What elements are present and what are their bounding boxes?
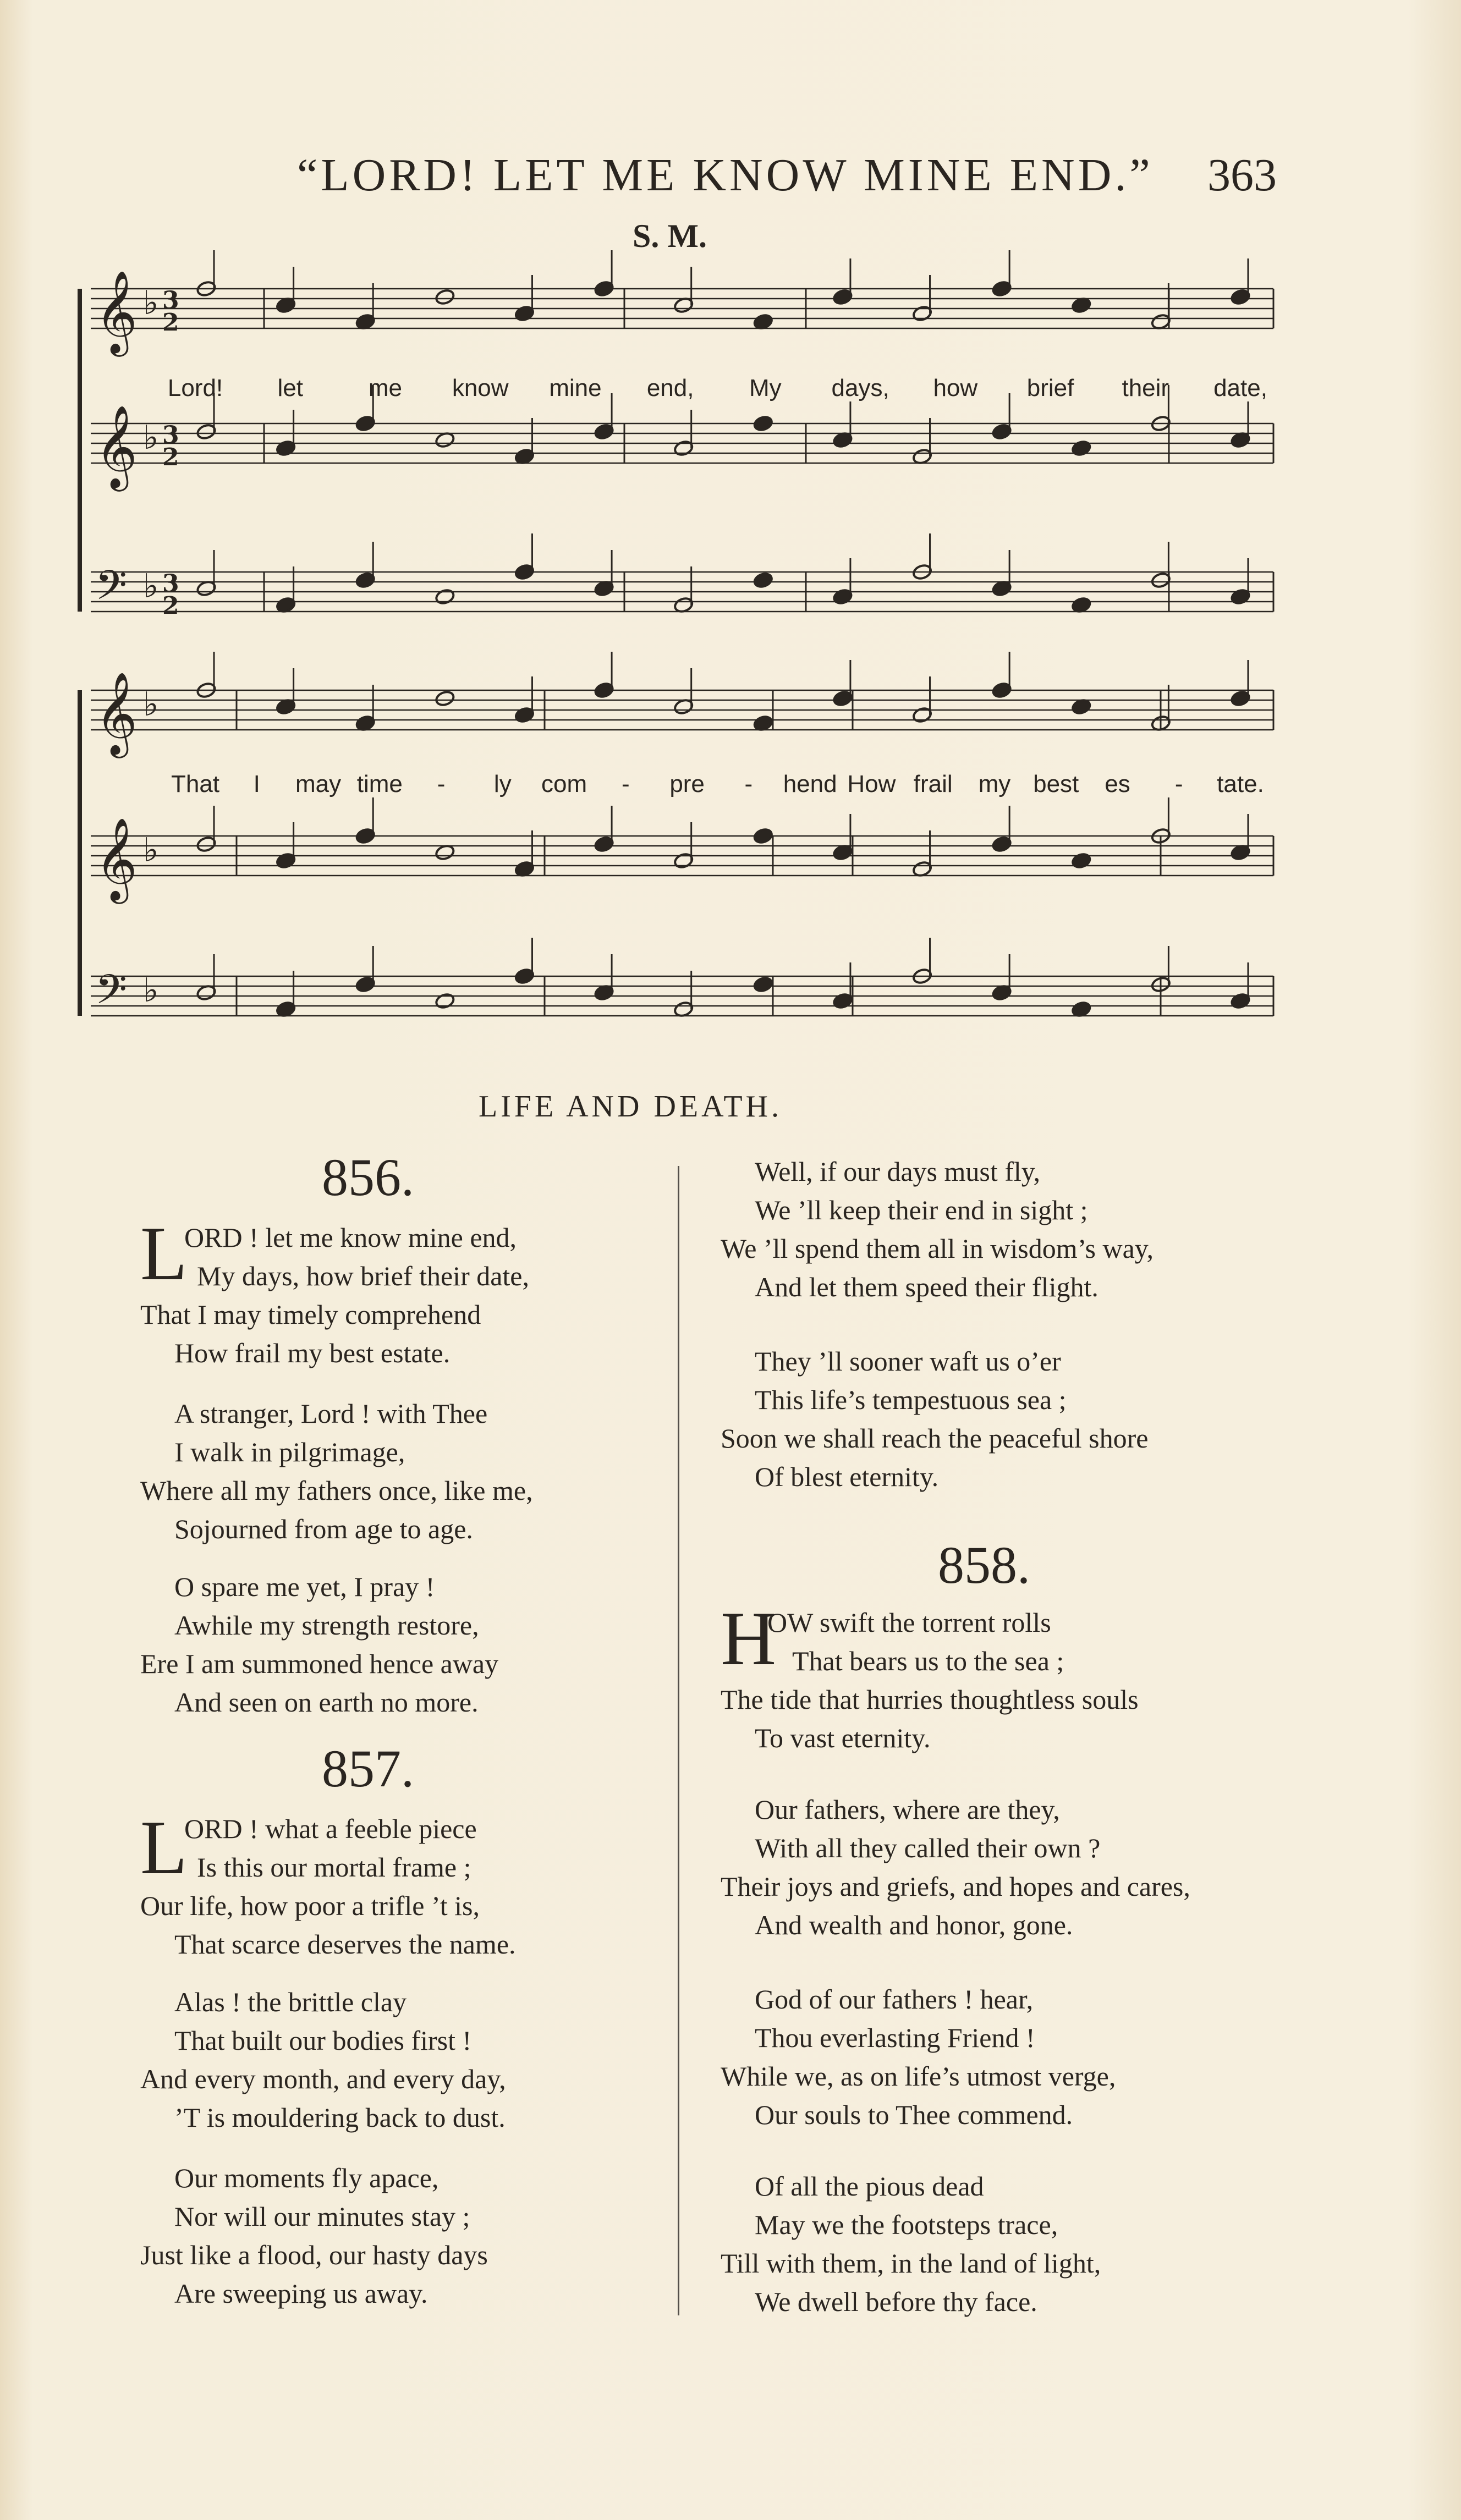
verse-line: Of all the pious dead bbox=[755, 2171, 984, 2202]
stanza-856-1 bbox=[140, 1218, 529, 1372]
time-signature: 3 bbox=[162, 287, 179, 315]
stanza-857-1 bbox=[140, 1805, 516, 1963]
page-header-title: “LORD! LET ME KNOW MINE END.” bbox=[297, 150, 1154, 201]
verse-line: Is this our mortal frame ; bbox=[197, 1852, 471, 1883]
flat-sign-icon: ♭ bbox=[143, 971, 159, 1010]
flat-sign-icon: ♭ bbox=[143, 831, 159, 870]
lyric-syllable: brief bbox=[1026, 375, 1074, 401]
verse-line: Till with them, in the land of light, bbox=[721, 2248, 1101, 2279]
lyric-syllable: how bbox=[933, 375, 978, 401]
lyric-syllable: pre bbox=[669, 771, 705, 797]
verse-line: And every month, and every day, bbox=[140, 2064, 506, 2094]
verse-line: O spare me yet, I pray ! bbox=[174, 1571, 435, 1602]
treble-clef-icon: 𝄞 bbox=[95, 671, 138, 755]
lyric-syllable: hend bbox=[783, 771, 837, 797]
verse-line: Sojourned from age to age. bbox=[174, 1514, 473, 1544]
verse-line: Just like a flood, our hasty days bbox=[140, 2240, 488, 2270]
stanza-857-5 bbox=[721, 1342, 1148, 1496]
verse-line: Nor will our minutes stay ; bbox=[174, 2201, 470, 2232]
verse-line: We ’ll keep their end in sight ; bbox=[755, 1195, 1088, 1225]
verse-line: That I may timely comprehend bbox=[140, 1299, 481, 1330]
lyric-syllable: me bbox=[368, 375, 403, 401]
treble-clef-icon: 𝄞 bbox=[95, 817, 138, 900]
flat-sign-icon: ♭ bbox=[143, 419, 159, 457]
verse-line: My days, how brief their date, bbox=[197, 1261, 530, 1291]
verse-line: May we the footsteps trace, bbox=[755, 2209, 1058, 2240]
lyric-syllable: end, bbox=[646, 375, 694, 401]
column-divider bbox=[678, 1166, 679, 2315]
verse-line: And wealth and honor, gone. bbox=[755, 1910, 1073, 1940]
drop-cap-857: L bbox=[140, 1805, 188, 1890]
time-signature: 2 bbox=[162, 309, 179, 337]
treble-clef-icon: 𝄞 bbox=[95, 269, 138, 353]
flat-sign-icon: ♭ bbox=[143, 685, 159, 724]
verse-line: We dwell before thy face. bbox=[755, 2286, 1037, 2317]
lyric-syllable: tate. bbox=[1217, 771, 1264, 797]
lyric-syllable: How bbox=[847, 771, 896, 797]
verse-line: A stranger, Lord ! with Thee bbox=[174, 1398, 488, 1429]
bass-clef-icon: 𝄢 bbox=[95, 966, 127, 1024]
note-head bbox=[1071, 852, 1092, 870]
hymn-number-856: 856. bbox=[322, 1148, 414, 1207]
lyric-syllable: - bbox=[744, 771, 753, 797]
lyric-syllable: days, bbox=[831, 375, 889, 401]
lyric-syllable: com bbox=[541, 771, 587, 797]
verse-line: Are sweeping us away. bbox=[174, 2278, 428, 2309]
hymn-number-858: 858. bbox=[938, 1536, 1030, 1594]
verse-line: ORD ! what a feeble piece bbox=[184, 1813, 477, 1844]
lyric-syllable: time bbox=[356, 771, 403, 797]
lyric-syllable: - bbox=[1174, 771, 1183, 797]
note-head bbox=[435, 588, 455, 606]
lyric-syllable: date, bbox=[1213, 375, 1267, 401]
time-signature: 3 bbox=[162, 421, 179, 449]
stanza-857-3 bbox=[140, 2159, 488, 2313]
stanza-858-2 bbox=[721, 1790, 1190, 1944]
lyric-syllable: frail bbox=[913, 771, 953, 797]
verse-line: Our souls to Thee commend. bbox=[755, 2099, 1073, 2130]
verse-line: How frail my best estate. bbox=[174, 1338, 451, 1368]
stanza-857-4 bbox=[721, 1152, 1154, 1306]
verse-line: Soon we shall reach the peaceful shore bbox=[721, 1423, 1149, 1454]
verse-line: Ere I am summoned hence away bbox=[140, 1648, 499, 1679]
stanza-858-4 bbox=[721, 2167, 1101, 2321]
time-signature: 2 bbox=[162, 443, 179, 471]
verse-line: They ’ll sooner waft us o’er bbox=[755, 1346, 1061, 1377]
lyric-syllable: best bbox=[1033, 771, 1079, 797]
verse-line: OW swift the torrent rolls bbox=[767, 1607, 1051, 1638]
time-signature: 2 bbox=[162, 592, 179, 620]
lyric-syllable: Lord! bbox=[167, 375, 223, 401]
treble-clef-icon: 𝄞 bbox=[95, 404, 138, 488]
verse-line: Where all my fathers once, like me, bbox=[140, 1475, 533, 1506]
bass-clef-icon: 𝄢 bbox=[95, 562, 127, 619]
verse-line: God of our fathers ! hear, bbox=[755, 1984, 1034, 2015]
lyric-syllable: know bbox=[452, 375, 509, 401]
hymn-number-857: 857. bbox=[322, 1739, 414, 1798]
time-signature: 3 bbox=[162, 570, 179, 598]
stanza-856-3 bbox=[140, 1567, 498, 1721]
verse-line: I walk in pilgrimage, bbox=[174, 1437, 405, 1467]
flat-sign-icon: ♭ bbox=[143, 567, 159, 606]
note-head bbox=[435, 690, 455, 707]
verse-line: ORD ! let me know mine end, bbox=[184, 1222, 517, 1253]
verse-line: Their joys and griefs, and hopes and cares, bbox=[721, 1871, 1190, 1902]
section-title: LIFE AND DEATH. bbox=[479, 1090, 782, 1124]
lyric-syllable: - bbox=[437, 771, 446, 797]
lyric-syllable: That bbox=[171, 771, 220, 797]
note-head bbox=[753, 827, 774, 845]
verse-line: Our life, how poor a trifle ’t is, bbox=[140, 1890, 480, 1921]
lyric-syllable: My bbox=[749, 375, 782, 401]
stanza-857-2 bbox=[140, 1983, 506, 2137]
note-head bbox=[1071, 439, 1092, 457]
drop-cap-856: L bbox=[140, 1211, 188, 1296]
verse-line: ’T is mouldering back to dust. bbox=[174, 2102, 506, 2133]
verse-line: That bears us to the sea ; bbox=[792, 1646, 1064, 1676]
lyric-syllable: their bbox=[1122, 375, 1169, 401]
note-head bbox=[435, 288, 455, 306]
verse-line: This life’s tempestuous sea ; bbox=[755, 1384, 1067, 1415]
stanza-858-1 bbox=[721, 1603, 1139, 1757]
verse-line: With all they called their own ? bbox=[755, 1833, 1101, 1863]
note-head bbox=[435, 992, 455, 1010]
verse-line: The tide that hurries thoughtless souls bbox=[721, 1684, 1139, 1715]
verse-line: Our moments fly apace, bbox=[174, 2163, 439, 2193]
lyric-syllable: - bbox=[622, 771, 630, 797]
stanza-858-3 bbox=[721, 1980, 1116, 2134]
flat-sign-icon: ♭ bbox=[143, 284, 159, 322]
verse-line: And seen on earth no more. bbox=[174, 1687, 479, 1718]
verse-line: We ’ll spend them all in wisdom’s way, bbox=[721, 1233, 1154, 1264]
verse-line: Of blest eternity. bbox=[755, 1461, 939, 1492]
lyric-syllable: my bbox=[978, 771, 1011, 797]
stanza-856-2 bbox=[140, 1394, 533, 1548]
verse-line: While we, as on life’s utmost verge, bbox=[721, 2061, 1116, 2092]
verse-line: Well, if our days must fly, bbox=[755, 1156, 1041, 1187]
note-head bbox=[753, 571, 774, 589]
verse-line: Alas ! the brittle clay bbox=[174, 1987, 407, 2017]
verse-line: Awhile my strength restore, bbox=[174, 1610, 479, 1641]
verse-line: Thou everlasting Friend ! bbox=[755, 2022, 1035, 2053]
lyric-syllable: ly bbox=[493, 771, 512, 797]
lyric-syllable: I bbox=[253, 771, 260, 797]
note-head bbox=[753, 415, 774, 432]
lyric-syllable: may bbox=[295, 771, 342, 797]
lyric-syllable: mine bbox=[549, 375, 602, 401]
note-head bbox=[753, 976, 774, 993]
verse-line: That built our bodies first ! bbox=[174, 2025, 472, 2056]
lyric-syllable: let bbox=[277, 375, 303, 401]
music-score bbox=[0, 0, 1461, 1078]
meter-label: S. M. bbox=[633, 218, 707, 254]
verse-line: To vast eternity. bbox=[755, 1723, 931, 1753]
verse-line: Our fathers, where are they, bbox=[755, 1794, 1060, 1825]
page-number: 363 bbox=[1207, 150, 1277, 201]
drop-cap-858: H bbox=[721, 1596, 777, 1681]
lyric-syllable: es bbox=[1105, 771, 1130, 797]
verse-line: And let them speed their flight. bbox=[755, 1272, 1099, 1302]
verse-line: That scarce deserves the name. bbox=[174, 1929, 516, 1960]
